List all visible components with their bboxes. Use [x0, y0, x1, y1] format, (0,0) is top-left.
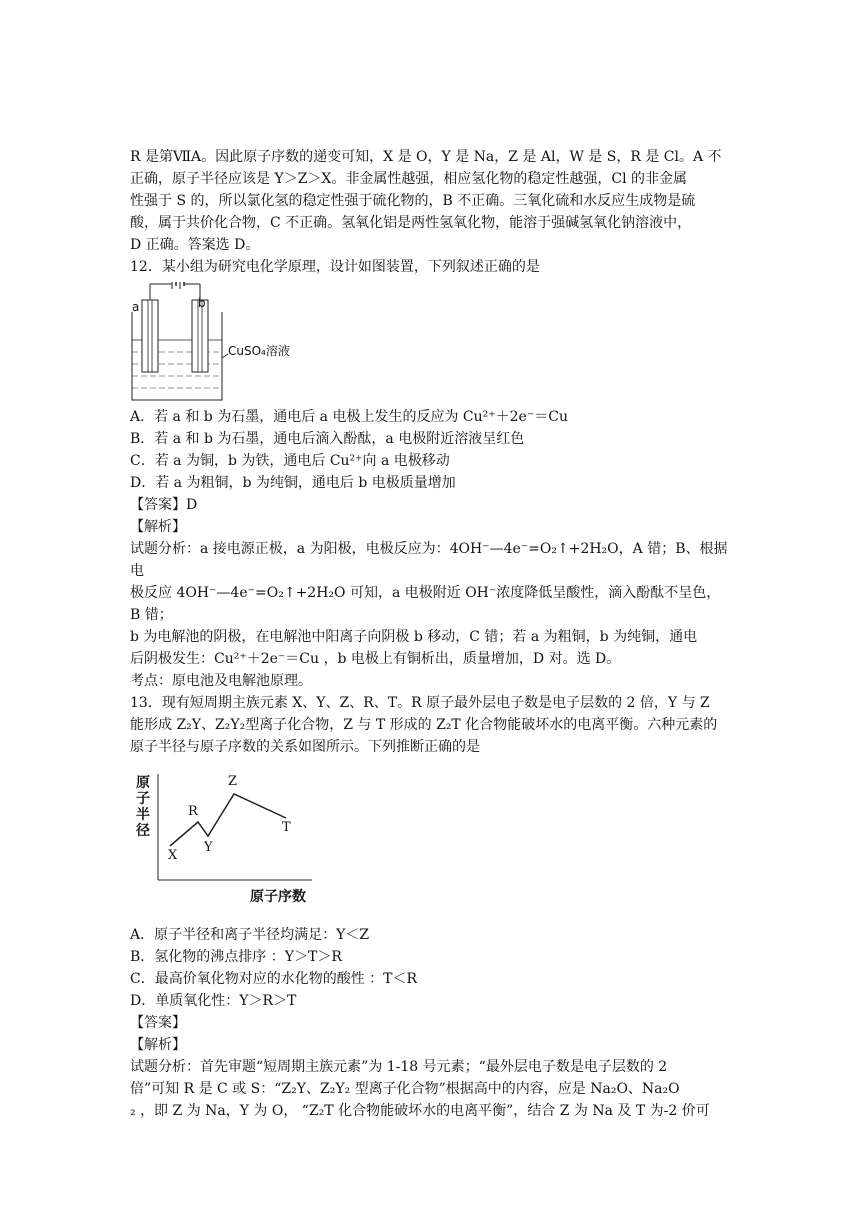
x-axis-label: 原子序数: [250, 889, 306, 905]
q13-stem-line-3: 原子半径与原子序数的关系如图所示。下列推断正确的是: [130, 739, 480, 755]
q12-analysis-heading: 【解析】: [130, 519, 186, 535]
point-label-x: X: [168, 848, 178, 863]
electrode-b-label: b: [198, 296, 206, 310]
y-axis-label-3: 半: [136, 807, 150, 823]
document-page: [130, 146, 730, 1122]
q12-option-c: C．若 a 为铜，b 为铁，通电后 Cu²⁺向 a 电极移动: [130, 453, 450, 469]
q12-analysis-line-1: 试题分析：a 接电源正极，a 为阳极，电极反应为：4OH⁻—4e⁻=O₂↑+2H₂O，A 错；B、根据电: [130, 541, 728, 579]
q13-option-d: D．单质氧化性：Y＞R＞T: [130, 993, 297, 1009]
electrolysis-cell-figure: [130, 282, 360, 402]
q12-option-d: D．若 a 为粗铜，b 为纯铜，通电后 b 电极质量增加: [130, 475, 456, 491]
q12-analysis-line-4: 后阴极发生：Cu²⁺＋2e⁻＝Cu ，b 电极上有铜析出，质量增加，D 对。选 D。: [130, 651, 621, 667]
point-label-y: Y: [204, 840, 213, 855]
y-axis-label-1: 原: [136, 775, 150, 791]
q13-answer: 【答案】: [130, 1015, 186, 1031]
prev-answer-line-4: 酸，属于共价化合物，C 不正确。氢氧化铝是两性氢氧化物，能溶于强碱氢氧化钠溶液中，: [130, 215, 692, 231]
q13-analysis-heading: 【解析】: [130, 1037, 186, 1053]
q13-option-a: A．原子半径和离子半径均满足：Y＜Z: [130, 927, 370, 943]
radius-vs-atomic-number-figure: [130, 768, 360, 918]
q13-option-b: B．氢化物的沸点排序 ：Y＞T＞R: [130, 949, 342, 965]
point-label-z: Z: [228, 774, 238, 789]
y-axis-label-4: 径: [136, 823, 150, 839]
q12-kaodian: 考点：原电池及电解池原理。: [130, 673, 312, 689]
electrode-a-label: a: [132, 300, 140, 314]
prev-answer-line-1: R 是第ⅦA。因此原子序数的递变可知，X 是 O，Y 是 Na，Z 是 Al，W 是 S，R 是 Cl。A 不: [130, 149, 722, 165]
prev-answer-line-2: 正确，原子半径应该是 Y＞Z＞X。非金属性越强，相应氢化物的稳定性越强，Cl 的非金属: [130, 171, 688, 187]
q13-stem-line-2: 能形成 Z₂Y、Z₂Y₂型离子化合物，Z 与 T 形成的 Z₂T 化合物能破坏水的电离平衡。六种元素的: [130, 717, 718, 733]
q12-answer: 【答案】D: [130, 497, 198, 513]
q13-stem-line-1: 13．现有短周期主族元素 X、Y、Z、R、T。R 原子最外层电子数是电子层数的 2 倍，Y 与 Z: [130, 695, 710, 711]
q12-option-a: A．若 a 和 b 为石墨，通电后 a 电极上发生的反应为 Cu²⁺＋2e⁻＝Cu: [130, 409, 568, 425]
point-label-r: R: [188, 804, 198, 819]
q13-option-c: C．最高价氧化物对应的水化物的酸性 ：T＜R: [130, 971, 418, 987]
point-label-t: T: [282, 820, 291, 835]
prev-answer-line-3: 性强于 S 的，所以氯化氢的稳定性强于硫化物的，B 不正确。三氧化硫和水反应生成物是硫: [130, 193, 696, 209]
prev-answer-line-5: D 正确。答案选 D。: [130, 237, 260, 253]
q13-analysis-line-1: 试题分析：首先审题“短周期主族元素”为 1-18 号元素；“最外层电子数是电子层数的 2: [130, 1059, 668, 1075]
q12-option-b: B．若 a 和 b 为石墨，通电后滴入酚酞，a 电极附近溶液呈红色: [130, 431, 525, 447]
q13-analysis-line-2: 倍”可知 R 是 C 或 S：“Z₂Y、Z₂Y₂ 型离子化合物”根据高中的内容，应是 Na₂O、Na₂O: [130, 1081, 680, 1097]
q12-analysis-line-2: 极反应 4OH⁻—4e⁻=O₂↑+2H₂O 可知，a 电极附近 OH⁻浓度降低呈酸性，滴入酚酞不呈色，B 错；: [130, 585, 721, 623]
y-axis-label-2: 子: [136, 791, 150, 807]
solution-label: CuSO₄溶液: [228, 344, 290, 358]
q13-analysis-line-3: ₂ ，即 Z 为 Na，Y 为 O， “Z₂T 化合物能破坏水的电离平衡”，结合 Z 为 Na 及 T 为-2 价可: [130, 1103, 710, 1119]
q12-stem: 12．某小组为研究电化学原理，设计如图装置，下列叙述正确的是: [130, 259, 540, 275]
q12-analysis-line-3: b 为电解池的阴极，在电解池中阳离子向阴极 b 移动，C 错；若 a 为粗铜，b 为纯铜，通电: [130, 629, 698, 645]
